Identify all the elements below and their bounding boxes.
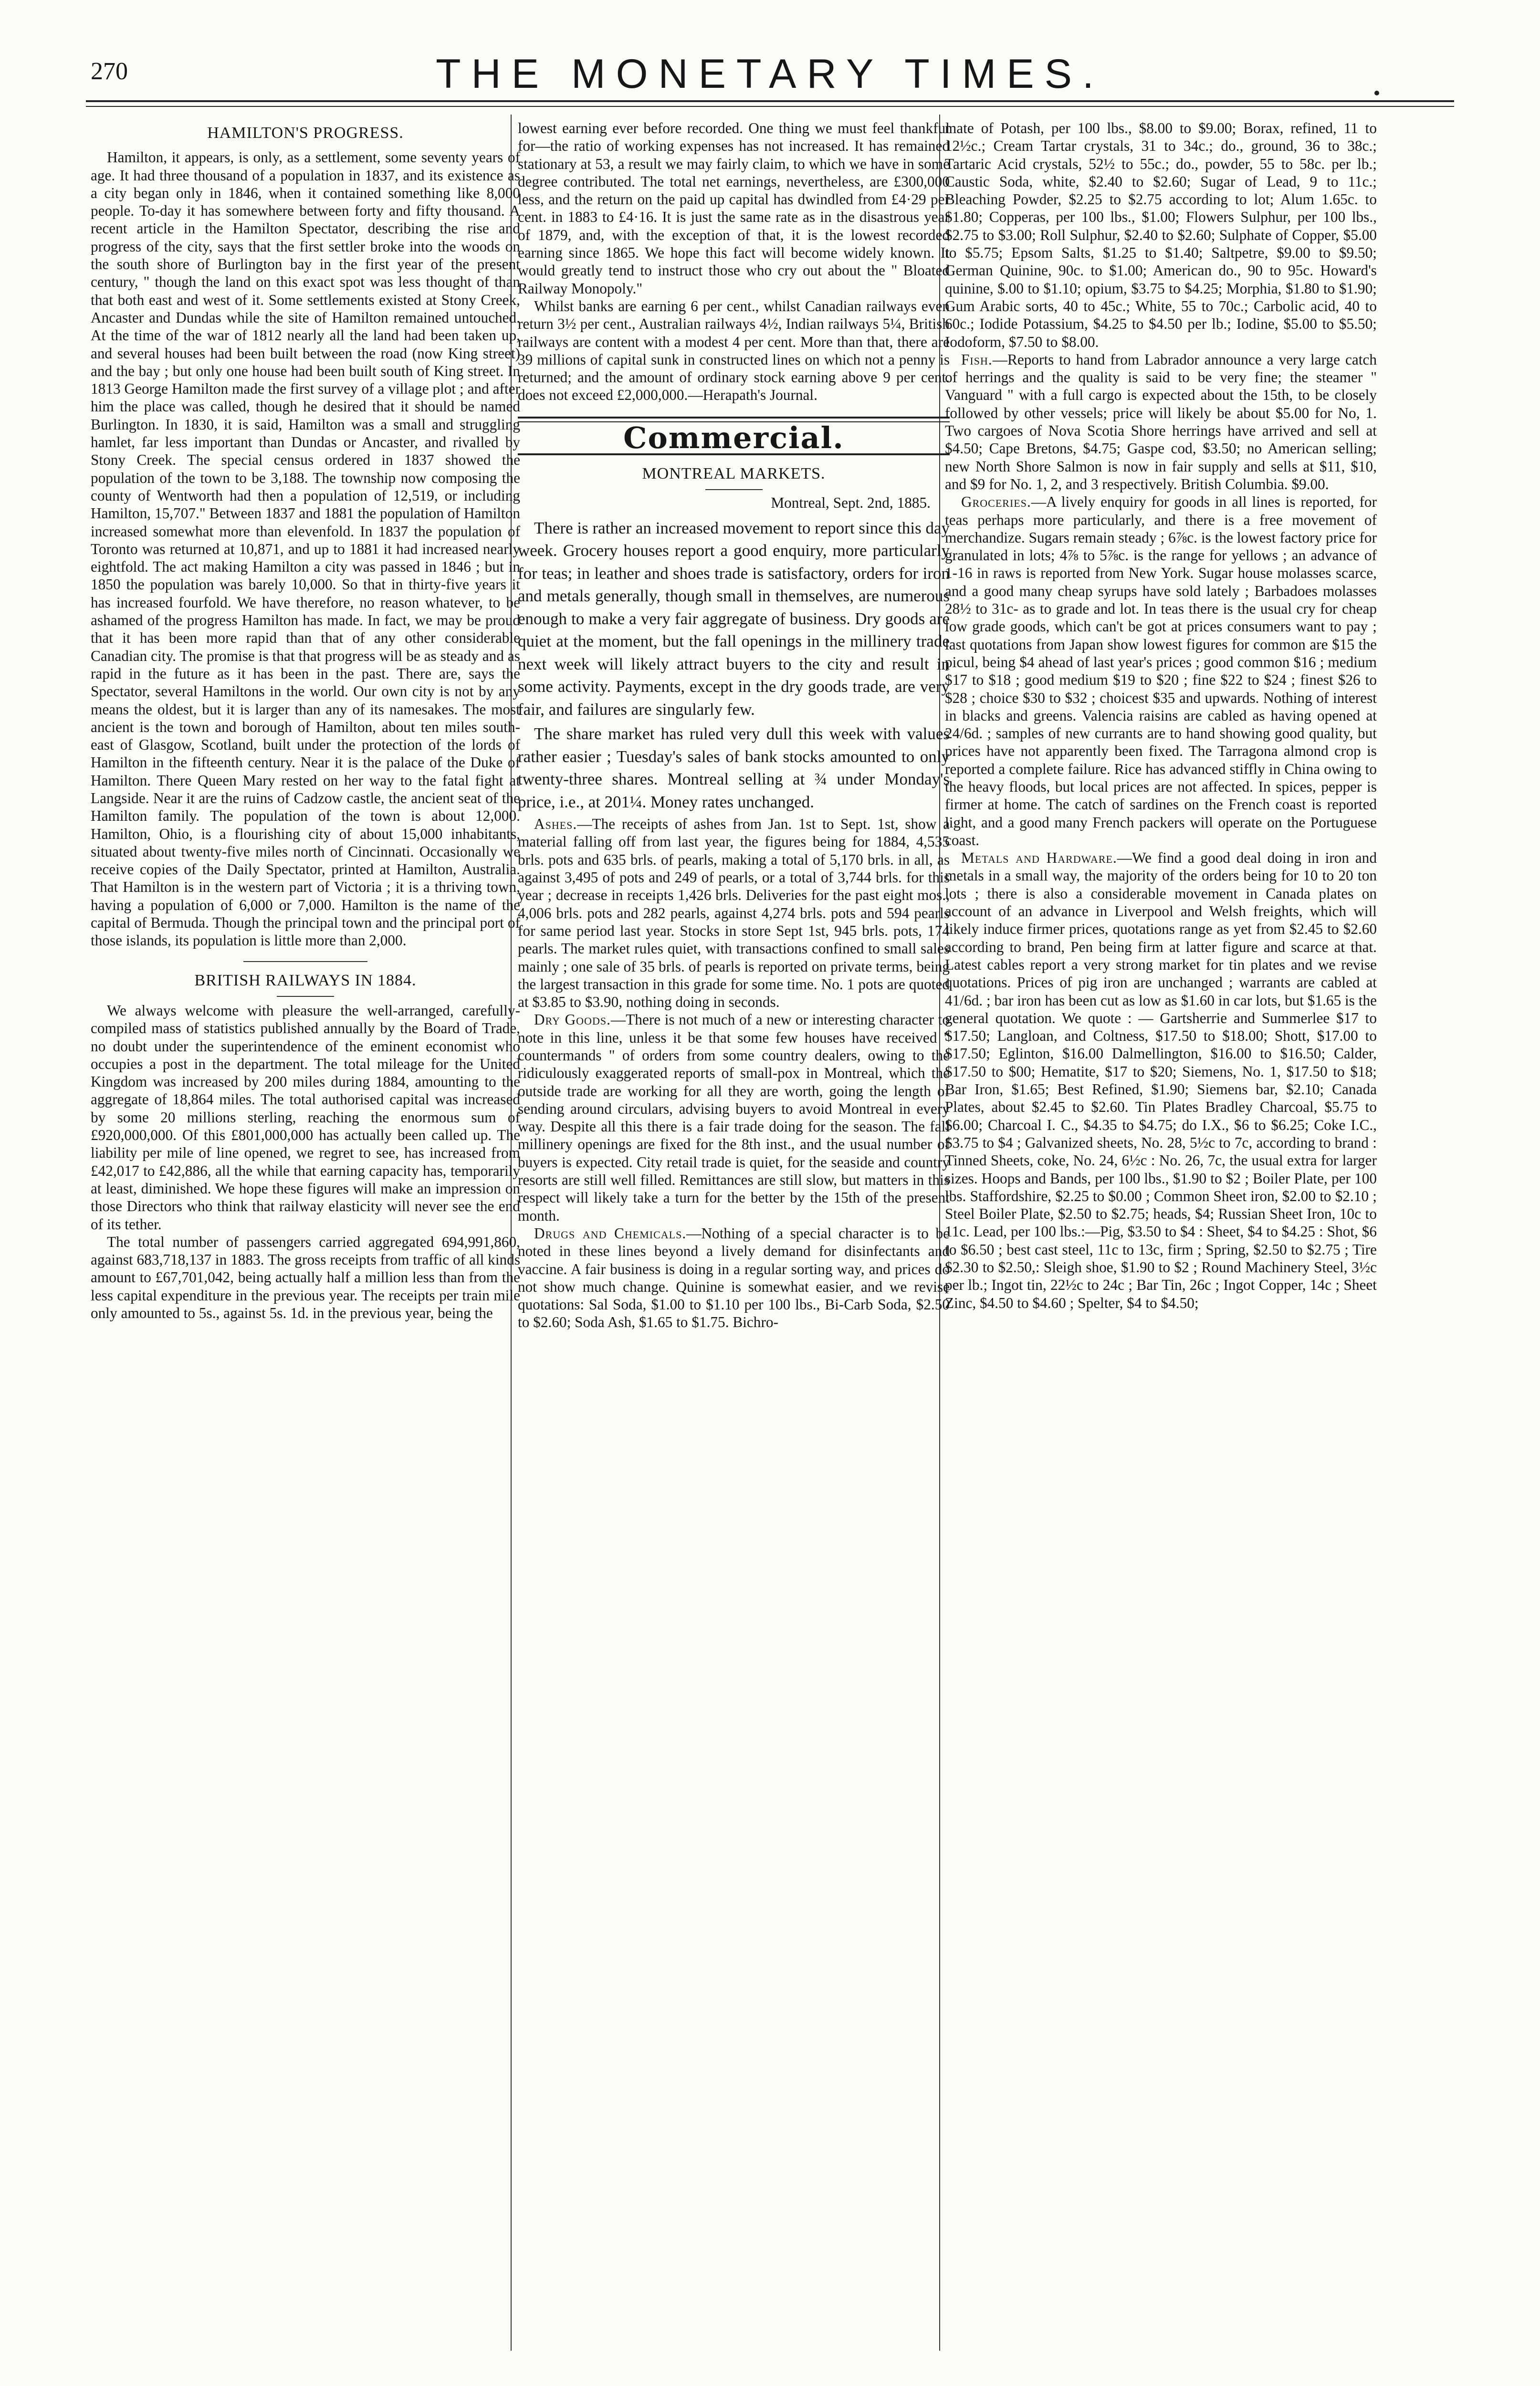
article-body-hamilton: Hamilton, it appears, is only, as a settlement, some seventy years of age. It had three thousand of a population in 1837, and its existence as a city began only in 1846, when it contained something like 8,000 people. To-day it has somewhere between forty and fifty thousand. A recent article in the Hamilton Spectator, describing the rise and progress of the city, says that the first settler broke into the woods on the south shore of Burlington bay in the first year of the present century, " though the land on this exact spot was less thought of than that both east and west of it. Some settlements existed at Stony Creek, Ancaster and Dundas while the site of Hamilton remained untouched. At the time of the war of 1812 nearly all the land had been taken up, and several houses had been built between the road (now King street) and the bay ; but only one house had been built south of King street. In 1813 George Hamilton made the first survey of a village plot ; and after him the place was called, though he desired that it should be named Burlington. In 1830, it is said, Hamilton was a small and struggling hamlet, far less important than Dundas or Ancaster, and rivalled by Stony Creek. The special census ordered in 1837 showed the population of the town to be 3,188. The township now composing the county of Wentworth had then a population of 12,519, or including Hamilton, 15,707." Between 1837 and 1881 the population of Hamilton increased somewhat more than elevenfold. In 1837 the population of Toronto was returned at 10,871, and up to 1881 it had increased nearly eightfold. The act making Hamilton a city was passed in 1846 ; but in 1850 the population was barely 10,000. So that in thirty-five years it has increased fourfold. We have therefore, no reason whatever, to be ashamed of the progress Hamilton has made. In fact, we may be proud that it has been more rapid than that of any other considerable Canadian city. The promise is that that progress will be as steady and as rapid in the future as it has been in the past. There are, says the Spectator, several Hamiltons in the world. Our own city is not by any means the oldest, but it is larger than any of its namesakes. The most ancient is the town and borough of Hamilton, about ten miles south-east of Glasgow, Scotland, built under the protection of the lords of Hamilton in the fifteenth century. Near it is the palace of the Duke of Hamilton. There Queen Mary rested on her way to the fatal fight at Langside. Near it are the ruins of Cadzow castle, the ancient seat of the Hamilton family. The population of the town is about 12,000. Hamilton, Ohio, is a flourishing city of about 15,000 inhabitants, situated about twenty-five miles north of Cincinnati. Occasionally we receive copies of the Daily Spectator, printed at Hamilton, Australia. That Hamilton is in the western part of Victoria ; it is a thriving town, having a population of 6,000 or 7,000. Hamilton is the name of the capital of Bermuda. Though the principal town and the principal port of those islands, its population is little more than 2,000. — [91, 149, 520, 949]
column-1 — [91, 119, 520, 2346]
column-3 — [945, 119, 1377, 2346]
groceries-text: —A lively enquiry for goods in all lines is reported, for teas perhaps more particularly, and there is a free movement of merchandize. Sugars remain steady ; 6⅞c. is the lowest factory price for granulated in lots; 4⅞ to 5⅞c. is the range for yellows ; an advance of 1-16 in raws is reported from New York. Sugar house molasses scarce, and a good many cheap syrups have sold lately ; Barbadoes molasses 28½ to 31c- as to grade and lot. In teas there is the usual cry for cheap low grade goods, which can't be got at prices consumers want to pay ; last quotations from Japan show lowest figures for common are $15 the picul, being $4 ahead of last year's prices ; good common $16 ; medium $17 to $18 ; good medium $19 to $20 ; fine $22 to $24 ; finest $26 to $28 ; choice $30 to $32 ; choicest $35 and upwards. Nothing of interest in blacks and greens. Valencia raisins are cabled as having opened at 24/6d. ; samples of new currants are to hand showing good quality, but prices have not apparently been fixed. The Tarragona almond crop is reported a complete failure. Rice has advanced stiffly in China owing to the heavy floods, but local prices are not affected. In spices, pepper is firmer at home. The catch of sardines on the French coast is reported light, and a good many French packers will operate on the Portuguese coast. — [945, 493, 1377, 848]
subhead-fish: Fish. — [961, 351, 993, 368]
subhead-groceries: Groceries. — [961, 493, 1031, 511]
subhead-dry-goods: Dry Goods. — [534, 1011, 611, 1028]
subhead-drugs: Drugs and Chemicals. — [534, 1224, 687, 1242]
article-title-hamilton: HAMILTON'S PROGRESS. — [207, 124, 404, 142]
article-paragraph: There is rather an increased movement to report since this day week. Grocery houses report a good enquiry, more particularly for teas; in leather and shoes trade is satisfactory, orders for iron and metals generally, though small in themselves, are numerous enough to make a very fair aggregate of business. Dry goods are quiet at the moment, but the fall openings in the millinery trade next week will likely attract buyers to the city and result in some activity. Payments, except in the dry goods trade, are very fair, and failures are singularly few. — [518, 518, 950, 719]
article-paragraph: The share market has ruled very dull this week with values rather easier ; Tuesday's sales of bank stocks amounted to only twenty-three shares. Montreal selling at ¾ under Monday's price, i.e., at 201¼. Money rates unchanged. — [518, 724, 950, 811]
masthead-title: THE MONETARY TIMES. — [436, 51, 1104, 97]
drugs-continued-text: mate of Potash, per 100 lbs., $8.00 to $9.00; Borax, refined, 11 to 12½c.; Cream Tartar crystals, 31 to 34c.; do., ground, 36 to 38c.; Tartaric Acid crystals, 52½ to 55c.; do., powder, 55 to 58c. per lb.; Caustic Soda, white, $2.40 to $2.60; Sugar of Lead, 9 to 11c.; Bleaching Powder, $2.25 to $2.75 according to lot; Alum 1.65c. to $1.80; Copperas, per 100 lbs., $1.00; Flowers Sulphur, per 100 lbs., $2.75 to $3.00; Roll Sulphur, $2.40 to $2.60; Sulphate of Copper, $5.00 to $5.75; Epsom Salts, $1.25 to $1.40; Saltpetre, $9.00 to $9.50; German Quinine, 90c. to $1.00; American do., 90 to 95c. Howard's quinine, $.00 to $1.10; opium, $3.75 to $4.25; Morphia, $1.80 to $1.90; Gum Arabic sorts, 40 to 45c.; White, 55 to 70c.; Carbolic acid, 40 to 60c.; Iodide Potassium, $4.25 to $4.50 per lb.; Iodine, $5.00 to $5.50; Iodoform, $7.50 to $8.00. — [945, 120, 1377, 350]
page-number: 270 — [91, 58, 128, 85]
article-title-montreal: MONTREAL MARKETS. — [642, 465, 826, 483]
article-paragraph: The total number of passengers carried aggregated 694,991,860, against 683,718,137 in 1883. The gross receipts from traffic of all kinds amount to £67,701,042, being actually half a million less than from the less capital expenditure in the previous year. The receipts per train mile only amounted to 5s., against 5s. 1d. in the previous year, being the — [91, 1233, 520, 1321]
section-heading: Commercial. — [623, 420, 844, 455]
header-rule — [86, 100, 1454, 102]
drugs-text: —Nothing of a special character is to be noted in these lines beyond a lively demand for disinfectants and vaccine. A fair business is doing in a regular sorting way, and prices do not show much change. Quinine is somewhat easier, and we revise quotations: Sal Soda, $1.00 to $1.10 per 100 lbs., Bi-Carb Soda, $2.50 to $2.60; Soda Ash, $1.65 to $1.75. Bichro- — [518, 1224, 950, 1331]
article-paragraph: Whilst banks are earning 6 per cent., whilst Canadian railways even return 3½ per cent., Australian railways 4½, Indian railways 5¼, British railways are content with a modest 4 per cent. More than that, there are 39 millions of capital sunk in constructed lines on which not a penny is returned; and the amount of ordinary stock earning above 9 per cent. does not exceed £2,000,000.—Herapath's Journal. — [518, 297, 950, 404]
title-rule — [705, 489, 763, 490]
title-rule — [277, 996, 334, 997]
dateline: Montreal, Sept. 2nd, 1885. — [771, 494, 931, 512]
article-paragraph: We always welcome with pleasure the well-arranged, carefully-compiled mass of statistics published annually by the Board of Trade, no doubt under the superintendence of the eminent economist who occupies a post in the department. The total mileage for the United Kingdom was increased by 200 miles during 1884, amounting to the aggregate of 18,864 miles. The total authorised capital was increased by some 20 millions sterling, reaching the enormous sum of £920,000,000. Of this £801,000,000 has actually been called up. The liability per mile of line opened, we regret to see, has increased from £42,017 to £42,886, all the while that earning capacity has, temporarily at least, diminished. We hope these figures will make an impression on those Directors who think that railway elasticity will never see the end of its tether. — [91, 1002, 520, 1233]
article-paragraph: lowest earning ever before recorded. One thing we must feel thankful for—the ratio of working expenses has not increased. It has remained stationary at 53, a result we may fairly claim, to which we have in some degree contributed. The total net earnings, nevertheless, are £300,000 less, and the return on the paid up capital has dwindled from £4·29 per cent. in 1883 to £4·16. It is just the same rate as in the disastrous year of 1879, and, with the exception of that, it is the lowest recorded earning since 1865. We hope this fact will become widely known. It would greatly tend to instruct those who cry out about the " Bloated Railway Monopoly." — [518, 120, 950, 297]
ornament-dot — [1374, 91, 1379, 95]
subhead-metals: Metals and Hardware. — [961, 849, 1117, 867]
article-title-railways: BRITISH RAILWAYS IN 1884. — [194, 971, 417, 989]
dry-goods-text: —There is not much of a new or interesting character to note in this line, unless it be that some few houses have received " countermands " of orders from some country dealers, owing to the ridiculously exaggerated reports of small-pox in Montreal, which the outside trade are working for all they are worth, going the length of sending around circulars, advising buyers to avoid Montreal in every way. Despite all this there is a fair trade doing for the season. The fall millinery openings are fixed for the 8th inst., and the usual number of buyers is expected. City retail trade is quiet, for the seaside and country resorts are still well filled. Remittances are still slow, but matters in this respect will likely take a turn for the better by the 15th of the present month. — [518, 1011, 950, 1224]
subhead-ashes: Ashes. — [534, 816, 577, 833]
column-2 — [518, 119, 950, 2346]
fish-text: —Reports to hand from Labrador announce a very large catch of herrings and the quality is said to be very fine; the steamer " Vanguard " with a full cargo is expected about the 15th, to be closely followed by other vessels; price will likely be about $5.00 for No, 1. Two cargoes of Nova Scotia Shore herrings have arrived and sell at $4.50; Cape Bretons, $4.75; Gaspe cod, $3.50; no American selling; new North Shore Salmon is now in fair supply and sells at $11, $10, and $9 for No. 1, 2, and 3 respectively. British Columbia. $9.00. — [945, 351, 1377, 492]
ashes-text: —The receipts of ashes from Jan. 1st to Sept. 1st, show a material falling off from last year, the figures being for 1884, 4,535 brls. pots and 635 brls. of pearls, making a total of 5,170 brls. in all, as against 3,495 of pots and 249 of pearls, or a total of 3,744 brls. for this year ; decrease in receipts 1,426 brls. Deliveries for the past eight mos., 4,006 brls. pots and 282 pearls, against 4,274 brls. pots and 594 pearls for same period last year. Stocks in store Sept 1st, 945 brls. pots, 174 pearls. The market rules quiet, with transactions confined to small sales mainly ; one sale of 35 brls. of pearls is reported on private terms, being the largest transaction in this grade for some time. No. 1 pots are quoted at $3.85 to $3.90, nothing doing in seconds. — [518, 816, 950, 1011]
market-summary — [518, 517, 950, 814]
page-header — [0, 0, 1540, 110]
article-separator — [243, 961, 367, 962]
metals-text: —We find a good deal doing in iron and metals in a small way, the majority of the orders being for 10 to 20 ton lots ; there is also a considerable movement in Canada plates on account of an advance in Liverpool and Welsh freights, which will likely induce firmer prices, quotations range as yet from $2.45 to $2.60 according to brand, Pen being firm at latter figure and scarce at that. Latest cables report a very strong market for tin plates and we revise quotations. Prices of pig iron are unchanged ; warrants are cabled at 41/6d. ; bar iron has been cut as low as $1.60 in car lots, but $1.65 is the general quotation. We quote : — Gartsherrie and Summerlee $17 to $17.50; Langloan, and Coltness, $17.50 to $18.00; Shott, $17.00 to $17.50; Eglinton, $16.00 Dalmellington, $16.00 to $16.50; Calder, $17.50 to $00; Hematite, $17 to $20; Siemens, No. 1, $17.50 to $18; Bar Iron, $1.65; Best Refined, $1.90; Siemens bar, $2.10; Canada Plates, about $2.45 to $2.60. Tin Plates Bradley Charcoal, $5.75 to $6.00; Charcoal I. C., $4.35 to $4.75; do I.X., $6 to $6.25; Coke I.C., $3.75 to $4 ; Galvanized sheets, No. 28, 5½c to 7c, according to brand : Tinned Sheets, coke, No. 24, 6½c : No. 26, 7c, the usual extra for larger sizes. Hoops and Bands, per 100 lbs., $1.90 to $2 ; Boiler Plate, per 100 lbs. Staffordshire, $2.25 to $0.00 ; Common Sheet iron, $2.00 to $2.10 ; Steel Boiler Plate, $2.50 to $2.75; heads, $4; Russian Sheet Iron, 10c to 11c. Lead, per 100 lbs.:—Pig, $3.50 to $4 : Sheet, $4 to $4.25 : Shot, $6 to $6.50 ; best cast steel, 11c to 13c, firm ; Spring, $2.50 to $2.75 ; Tire $2.30 to $2.50,: Sleigh shoe, $1.90 to $2 ; Round Machinery Steel, 3½c per lb.; Ingot tin, 22½c to 24c ; Bar Tin, 26c ; Ingot Copper, 14c ; Sheet Zinc, $4.50 to $4.60 ; Spelter, $4 to $4.50; — [945, 849, 1377, 1311]
header-rule-thin — [86, 106, 1454, 107]
